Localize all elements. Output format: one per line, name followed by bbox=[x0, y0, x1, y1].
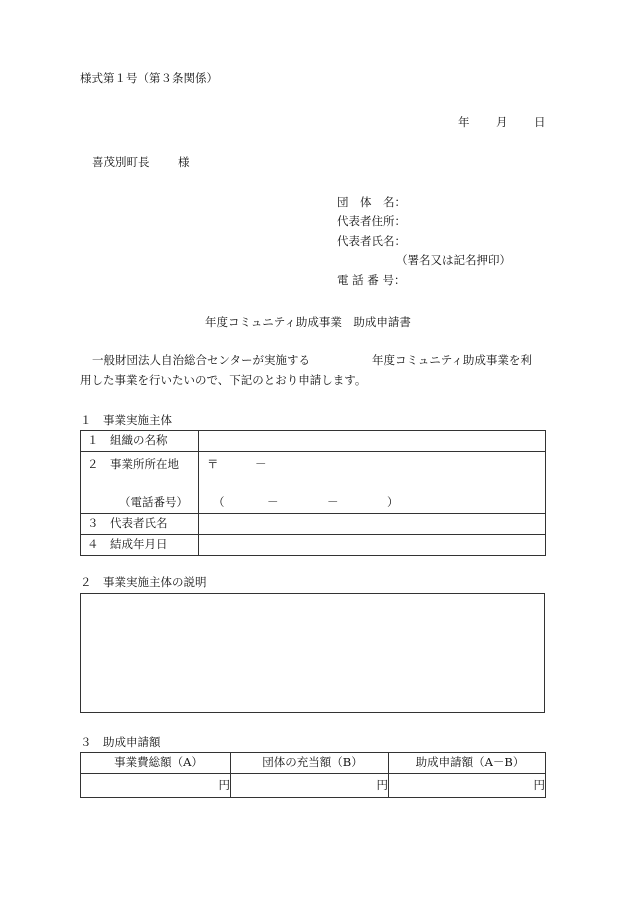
total-cost-header: 事業費総額（A） bbox=[81, 753, 231, 774]
phone-dash-2: － bbox=[327, 495, 339, 509]
section1-heading: １ 事業実施主体 bbox=[80, 413, 172, 427]
rep-name-label: 代表者氏名： bbox=[337, 234, 406, 248]
intro-line1-b: 年度コミュニティ助成事業を利 bbox=[372, 353, 532, 367]
founded-row-label: ４ 結成年月日 bbox=[81, 535, 199, 556]
form-number-label: 様式第１号（第３条関係） bbox=[80, 71, 218, 85]
location-row-label-cell bbox=[81, 452, 199, 514]
phone-dash-1: － bbox=[267, 495, 279, 509]
date-year-label: 年 bbox=[458, 115, 470, 129]
postal-mark: 〒 bbox=[207, 457, 219, 471]
amount-table bbox=[80, 752, 546, 798]
section2-heading: ２ 事業実施主体の説明 bbox=[80, 575, 207, 589]
addressee-name: 喜茂別町長 bbox=[92, 155, 150, 169]
phone-label: 電 話 番 号： bbox=[337, 273, 406, 287]
founded-field[interactable] bbox=[199, 535, 546, 556]
yen-unit: 円 bbox=[533, 777, 545, 792]
phone-open-paren: （ bbox=[213, 495, 225, 509]
entity-table bbox=[80, 430, 546, 556]
group-contribution-header: 団体の充当額（B） bbox=[231, 753, 389, 774]
phone-close-paren: ） bbox=[387, 495, 399, 509]
section3-heading: ３ 助成申請額 bbox=[80, 735, 161, 749]
rep-name-field[interactable] bbox=[199, 514, 546, 535]
requested-amount-field[interactable] bbox=[389, 774, 546, 798]
rep-name-row-label: ３ 代表者氏名 bbox=[81, 514, 199, 535]
date-month-label: 月 bbox=[496, 115, 508, 129]
total-cost-field[interactable] bbox=[81, 774, 231, 798]
signature-note: （署名又は記名押印） bbox=[396, 253, 511, 267]
phone-number-label: （電話番号） bbox=[119, 495, 188, 509]
org-name-field[interactable] bbox=[199, 431, 546, 452]
requested-amount-header: 助成申請額（A－B） bbox=[389, 753, 546, 774]
location-row-label: ２ 事業所所在地 bbox=[87, 457, 179, 471]
intro-line2: 用した事業を行いたいので、下記のとおり申請します。 bbox=[80, 373, 367, 387]
org-name-label: 団 体 名： bbox=[337, 195, 406, 209]
group-contribution-field[interactable] bbox=[231, 774, 389, 798]
addressee-honorific: 様 bbox=[178, 155, 190, 169]
location-field[interactable] bbox=[199, 452, 546, 514]
postal-dash: － bbox=[255, 457, 267, 471]
yen-unit: 円 bbox=[218, 777, 230, 792]
org-name-row-label: １ 組織の名称 bbox=[81, 431, 199, 452]
document-title: 年度コミュニティ助成事業 助成申請書 bbox=[205, 315, 411, 329]
entity-description-box[interactable] bbox=[80, 593, 545, 713]
yen-unit: 円 bbox=[376, 777, 388, 792]
rep-address-label: 代表者住所： bbox=[337, 214, 406, 228]
intro-line1-a: 一般財団法人自治総合センターが実施する bbox=[92, 353, 311, 367]
date-day-label: 日 bbox=[534, 115, 546, 129]
